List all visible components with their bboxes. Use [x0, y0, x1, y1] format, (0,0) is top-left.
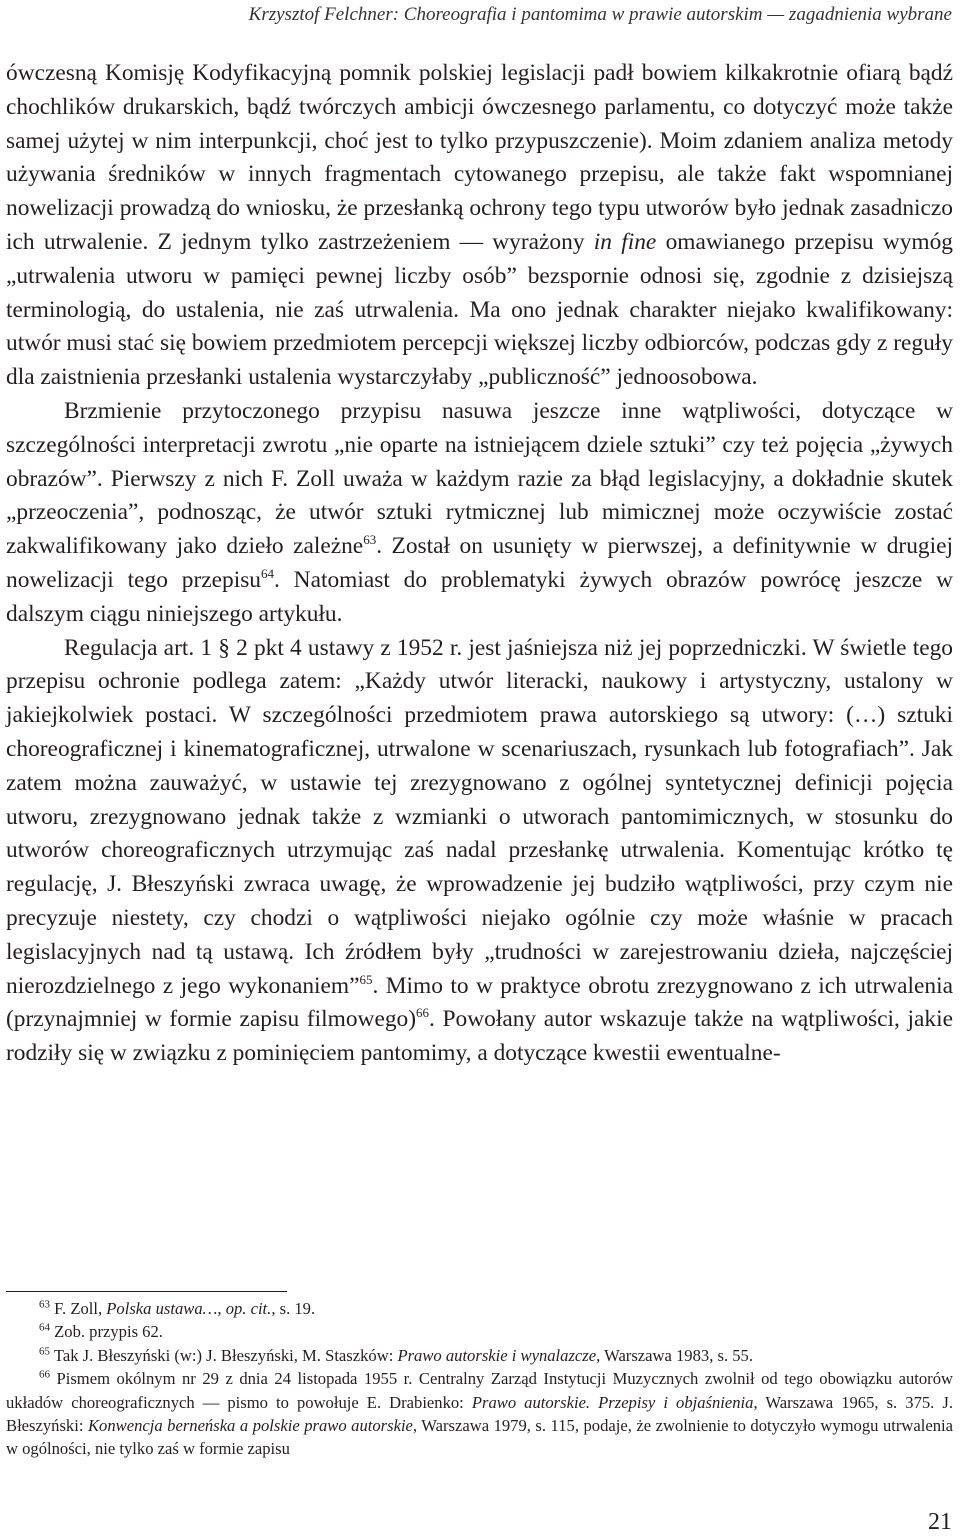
main-text	[6, 57, 953, 1071]
paragraph-1: ówczesną Komisję Kodyfikacyjną pomnik polskiej legislacji padł bowiem kilkakrotnie ofiarą bądź chochlików drukarskich, bądź twórczych ambicji ówczesnego parlamentu, co dotyczyć może także samej użytej w nim interpunkcji, choć jest to tylko przypuszczenie). Moim zdaniem analiza metody używania średników w innych fragmentach cytowanego przepisu, ale także fakt wspomnianej nowelizacji prowadzą do wniosku, że przesłanką ochrony tego typu utworów było jednak zasadniczo ich utrwalenie. Z jednym tylko zastrzeżeniem — wyrażony in fine omawianego przepisu wymóg „utrwalenia utworu w pamięci pewnej liczby osób” bezspornie odnosi się, zgodnie z dzisiejszą terminologią, do ustalenia, nie zaś utrwalenia. Ma ono jednak charakter niejako kwalifikowany: utwór musi stać się bowiem przedmiotem percepcji większej liczby odbiorców, podczas gdy z reguły dla zaistnienia przesłanki ustalenia wystarczyłaby „publiczność” jednoosobowa.	[6, 60, 953, 391]
footnote-ref-63[interactable]: 63	[363, 532, 377, 548]
footnote-63: $^{63}$ F. Zoll, Polska ustawa…, op. cit., s. 19.	[39, 1298, 316, 1318]
footnote-66: $^{66}$ Pismem okólnym nr 29 z dnia 24 listopada 1955 r. Centralny Zarząd Instytucji Muzycznych zwolnił od tego obowiązku autorów układów choreograficznych — pismo to powołuje E. Drabienko: Prawo autorskie. Przepisy i objaśnienia, Warszawa 1965, s. 375. J. Błeszyński: Konwencja berneńska a polskie prawo autorskie, Warszawa 1979, s. 115, podaje, że zwolnienie to dotyczyło wymogu utrwalenia w ogólności, nie tylko zaś w formie zapisu	[6, 1368, 954, 1459]
paragraph-3: Regulacja art. 1 § 2 pkt 4 ustawy z 1952 r. jest jaśniejsza niż jej poprzedniczki. W świetle tego przepisu ochronie podlega zatem: „Każdy utwór literacki, naukowy i artystyczny, ustalony w jakiejkolwiek postaci. W szczególności przedmiotem prawa autorskiego są utwory: (…) sztuki choreograficznej i kinematograficznej, utrwalone w scenariuszach, rysunkach lub fotografiach”. Jak zatem można zauważyć, w ustawie tej zrezygnowano z ogólnej syntetycznej definicji pojęcia utworu, zrezygnowano jednak także z wzmianki o utworach pantomimicznych, w stosunku do utworów choreograficznych utrzymując zaś nadal przesłankę utrwalenia. Komentując krótko tę regulację, J. Błeszyński zwraca uwagę, że wprowadzenie jej budziło wątpliwości, przy czym nie precyzuje niestety, czy chodzi o wątpliwości niejako ogólnie czy może właśnie w pracach legislacyjnych nad tą ustawą. Ich źródłem były „trudności w zarejestrowaniu dzieła, najczęściej nierozdzielnego z jego wykonaniem”$^{65}$. Mimo to w praktyce obrotu zrezygnowano z ich utrwalenia (przynajmniej w formie zapisu filmowego)$^{66}$. Powołany autor wskazuje także na wątpliwości, jakie rodziły się w związku z pominięciem pantomimy, a dotyczące kwestii ewentualne-	[6, 634, 953, 1067]
footnote-64: $^{64}$ Zob. przypis 62.	[39, 1321, 163, 1342]
footnote-ref-65[interactable]: 65	[359, 971, 373, 987]
paragraph-2: Brzmienie przytoczonego przypisu nasuwa jeszcze inne wątpliwości, dotyczące w szczególności interpretacji zwrotu „nie oparte na istniejącem dziele sztuki” czy też pojęcia „żywych obrazów”. Pierwszy z nich F. Zoll uważa w każdym razie za błąd legislacyjny, a dokładnie skutek „przeoczenia”, podnosząc, że utwór sztuki rytmicznej lub mimicznej może oczywiście zostać zakwalifikowany jako dzieło zależne$^{63}$. Został on usunięty w pierwszej, a definitywnie w drugiej nowelizacji tego przepisu$^{64}$. Natomiast do problematyki żywych obrazów powrócę jeszcze w dalszym ciągu niniejszego artykułu.	[6, 397, 954, 627]
running-header: Krzysztof Felchner: Choreografia i pantomima w prawie autorskim — zagadnienia wybrane	[248, 4, 952, 25]
footnotes	[6, 1297, 953, 1461]
footnote-65: $^{65}$ Tak J. Błeszyński (w:) J. Błeszyński, M. Staszków: Prawo autorskie i wynalazcze, Warszawa 1983, s. 55.	[39, 1345, 753, 1365]
page-number: 21	[928, 1509, 952, 1535]
footnote-ref-64[interactable]: 64	[261, 566, 274, 582]
footnote-separator	[6, 1291, 287, 1292]
latin-phrase: in fine	[593, 228, 657, 255]
footnote-ref-66[interactable]: 66	[416, 1005, 430, 1021]
